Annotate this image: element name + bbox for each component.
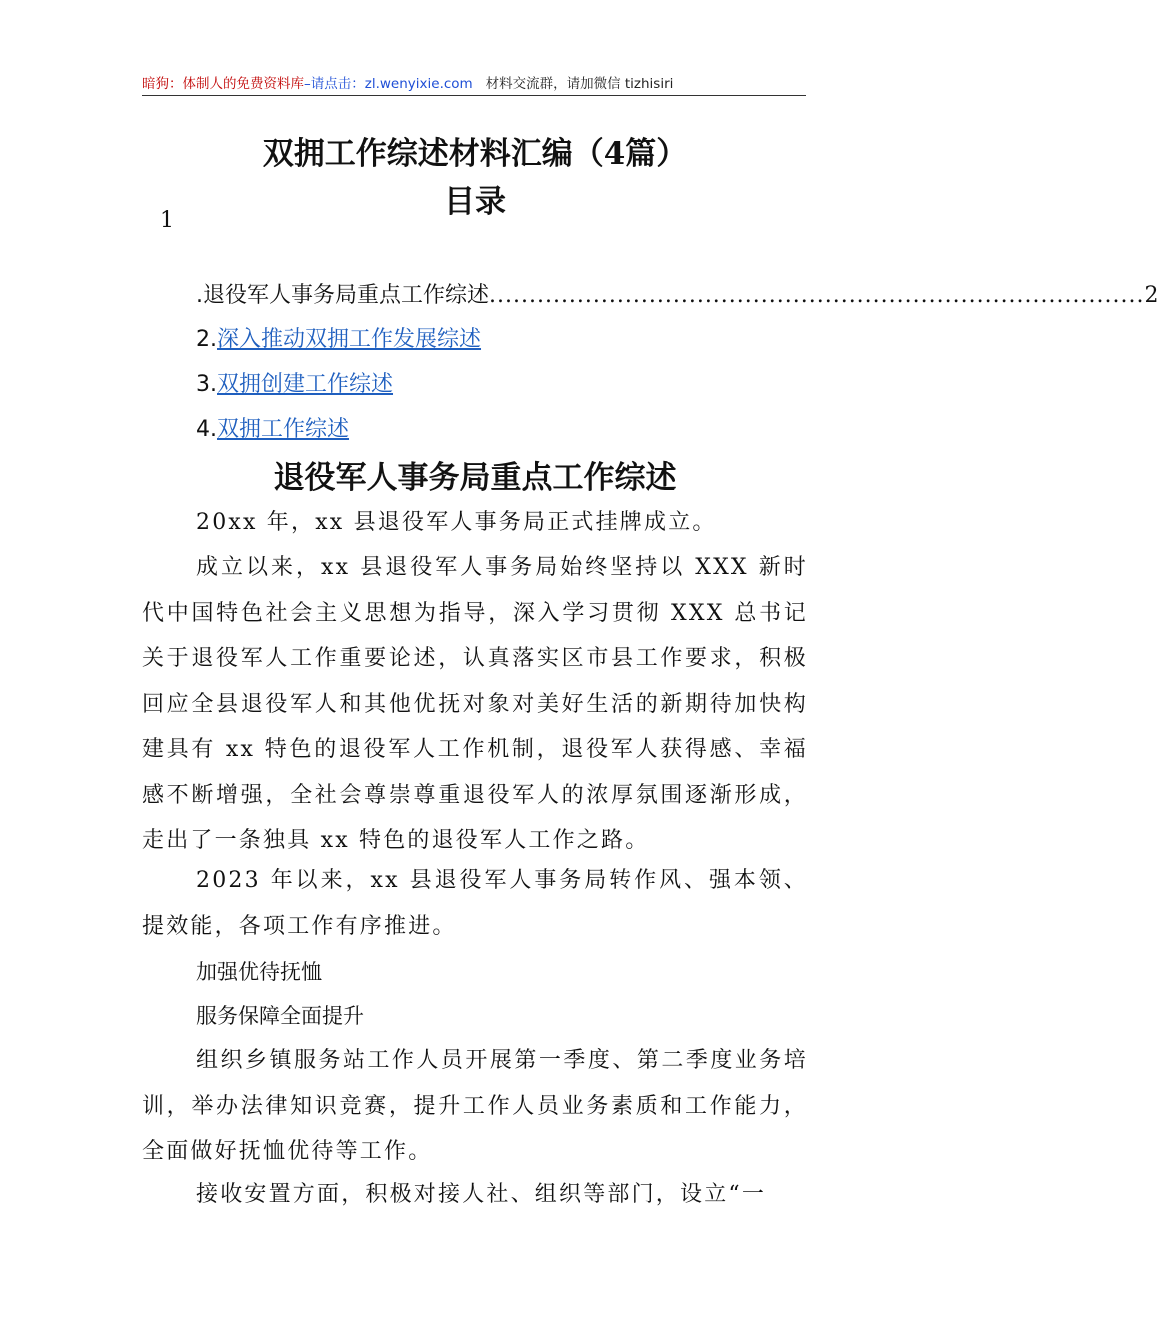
toc-item-1[interactable] [196, 278, 1158, 309]
header-site-name: 暗狗：体制人的免费资料库 [142, 76, 304, 92]
document-title: 双拥工作综述材料汇编（4篇） [262, 136, 688, 172]
toc-dot-leader: .................................................................................. [489, 283, 1145, 308]
header-link[interactable]: –请点击：zl.wenyixie.com [304, 76, 473, 92]
paragraph: 20xx 年，xx 县退役军人事务局正式挂牌成立。 [196, 510, 717, 535]
toc-item-4-link[interactable]: 双拥工作综述 [217, 417, 350, 442]
section-title: 退役军人事务局重点工作综述 [273, 460, 677, 496]
toc-item-4[interactable] [196, 412, 349, 443]
subheading-1: 加强优待抚恤 [196, 960, 322, 984]
paragraph: 组织乡镇服务站工作人员开展第一季度、第二季度业务培训，举办法律知识竞赛，提升工作人员业务素质和工作能力，全面做好抚恤优待等工作。 [142, 1048, 808, 1164]
toc-item-1-label[interactable]: .退役军人事务局重点工作综述 [196, 283, 489, 308]
toc-title: 目录 [444, 184, 506, 220]
header-contact: 材料交流群，请加微信 tizhisiri [485, 76, 674, 92]
paragraph: 2023 年以来，xx 县退役军人事务局转作风、强本领、提效能，各项工作有序推进。 [142, 868, 808, 939]
toc-item-4-number: 4. [196, 417, 217, 442]
toc-item-1-page: 2 [1144, 283, 1158, 308]
page-header [142, 72, 806, 96]
paragraph: 成立以来，xx 县退役军人事务局始终坚持以 XXX 新时代中国特色社会主义思想为指导，深入学习贯彻 XXX 总书记关于退役军人工作重要论述，认真落实区市县工作要求，积极回应全县退役军人和其他优抚对象对美好生活的新期待加快构建具有 xx 特色的退役军人工作机制，退役军人获得感、幸福感不断增强，全社会尊崇尊重退役军人的浓厚氛围逐渐形成，走出了一条独具 xx 特色的退役军人工作之路。 [142, 555, 808, 853]
paragraph: 接收安置方面，积极对接人社、组织等部门，设立“一 [196, 1182, 767, 1207]
toc-item-3-number: 3. [196, 372, 217, 397]
toc-item-2-link[interactable]: 深入推动双拥工作发展综述 [217, 327, 482, 352]
toc-item-2-number: 2. [196, 327, 217, 352]
toc-item-3[interactable] [196, 367, 393, 398]
subheading-2: 服务保障全面提升 [196, 1004, 364, 1028]
header-divider [142, 95, 806, 96]
toc-item-1-number: 1 [160, 208, 174, 233]
toc-item-3-link[interactable]: 双拥创建工作综述 [217, 372, 394, 397]
toc-item-2[interactable] [196, 322, 481, 353]
